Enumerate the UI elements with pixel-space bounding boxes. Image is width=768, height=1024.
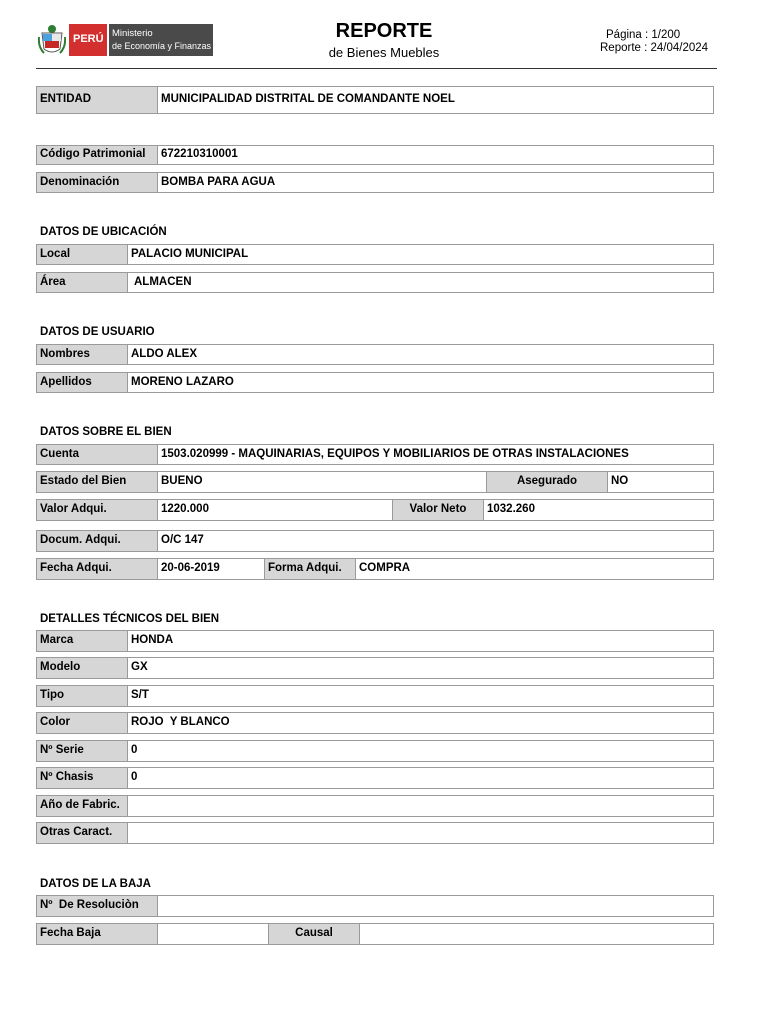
entidad-value: MUNICIPALIDAD DISTRITAL DE COMANDANTE NOEL (158, 87, 713, 113)
nombres-row (36, 344, 714, 365)
tecnicos-title: DETALLES TÉCNICOS DEL BIEN (40, 613, 220, 625)
local-value: PALACIO MUNICIPAL (128, 245, 713, 264)
causal-value (360, 924, 713, 944)
ubicacion-title: DATOS DE UBICACIÓN (40, 226, 167, 238)
forma-label: Forma Adqui. (264, 559, 356, 579)
valor-adqui-label: Valor Adqui. (37, 500, 158, 520)
codigo-value: 672210310001 (158, 146, 713, 164)
nombres-label: Nombres (37, 345, 128, 364)
estado-label: Estado del Bien (37, 472, 158, 492)
codigo-row (36, 145, 714, 165)
docum-value: O/C 147 (158, 531, 713, 551)
cuenta-label: Cuenta (37, 445, 158, 464)
fecha-label: Fecha Adqui. (37, 559, 158, 579)
estado-row (36, 471, 714, 493)
color-row (36, 712, 714, 734)
apellidos-value: MORENO LAZARO (128, 373, 713, 392)
tipo-value: S/T (128, 686, 713, 706)
marca-row (36, 630, 714, 652)
marca-label: Marca (37, 631, 128, 651)
page-title: REPORTE (335, 20, 433, 42)
docum-label: Docum. Adqui. (37, 531, 158, 551)
cuenta-row (36, 444, 714, 465)
valor-neto-value: 1032.260 (484, 500, 713, 520)
header-divider (36, 68, 717, 69)
serie-label: Nº Serie (37, 741, 128, 761)
chasis-label: Nº Chasis (37, 768, 128, 788)
estado-value: BUENO (158, 472, 486, 492)
area-value: ALMACEN (128, 273, 713, 292)
resolucion-label: Nº De Resoluciòn (37, 896, 158, 916)
usuario-title: DATOS DE USUARIO (40, 326, 155, 338)
denominacion-value: BOMBA PARA AGUA (158, 173, 713, 192)
local-label: Local (37, 245, 128, 264)
asegurado-label: Asegurado (486, 472, 608, 492)
fecha-baja-label: Fecha Baja (37, 924, 158, 944)
page-subtitle: de Bienes Muebles (328, 45, 440, 60)
anio-row (36, 795, 714, 817)
chasis-row (36, 767, 714, 789)
page-number: Página : 1/200 (606, 29, 681, 41)
resolucion-value (158, 896, 713, 916)
logo-ministry-line2: de Economía y Finanzas (112, 41, 212, 51)
entidad-row (36, 86, 714, 114)
otras-value (128, 823, 713, 843)
tipo-row (36, 685, 714, 707)
denominacion-row (36, 172, 714, 193)
tipo-label: Tipo (37, 686, 128, 706)
cuenta-value: 1503.020999 - MAQUINARIAS, EQUIPOS Y MOBILIARIOS DE OTRAS INSTALACIONES (158, 445, 713, 464)
serie-row (36, 740, 714, 762)
logo-ministry-line1: Ministerio (112, 28, 153, 39)
apellidos-row (36, 372, 714, 393)
marca-value: HONDA (128, 631, 713, 651)
forma-value: COMPRA (356, 559, 713, 579)
modelo-value: GX (128, 658, 713, 678)
baja-title: DATOS DE LA BAJA (40, 878, 151, 890)
otras-row (36, 822, 714, 844)
valor-neto-label: Valor Neto (392, 500, 484, 520)
report-date: Reporte : 24/04/2024 (600, 42, 709, 54)
chasis-value: 0 (128, 768, 713, 788)
fecha-row (36, 558, 714, 580)
area-label: Área (37, 273, 128, 292)
asegurado-value: NO (608, 472, 713, 492)
local-row (36, 244, 714, 265)
valor-adqui-value: 1220.000 (158, 500, 392, 520)
denominacion-label: Denominación (37, 173, 158, 192)
codigo-label: Código Patrimonial (37, 146, 158, 164)
docum-row (36, 530, 714, 552)
fecha-baja-value (158, 924, 268, 944)
modelo-label: Modelo (37, 658, 128, 678)
anio-label: Año de Fabric. (37, 796, 128, 816)
sobre-bien-title: DATOS SOBRE EL BIEN (40, 426, 172, 438)
causal-label: Causal (268, 924, 360, 944)
modelo-row (36, 657, 714, 679)
entidad-label: ENTIDAD (37, 87, 158, 113)
color-value: ROJO Y BLANCO (128, 713, 713, 733)
area-row (36, 272, 714, 293)
apellidos-label: Apellidos (37, 373, 128, 392)
otras-label: Otras Caract. (37, 823, 128, 843)
anio-value (128, 796, 713, 816)
fecha-baja-row (36, 923, 714, 945)
resolucion-row (36, 895, 714, 917)
valor-row (36, 499, 714, 521)
nombres-value: ALDO ALEX (128, 345, 713, 364)
logo-country: PERÚ (73, 33, 104, 45)
serie-value: 0 (128, 741, 713, 761)
color-label: Color (37, 713, 128, 733)
fecha-value: 20-06-2019 (158, 559, 264, 579)
